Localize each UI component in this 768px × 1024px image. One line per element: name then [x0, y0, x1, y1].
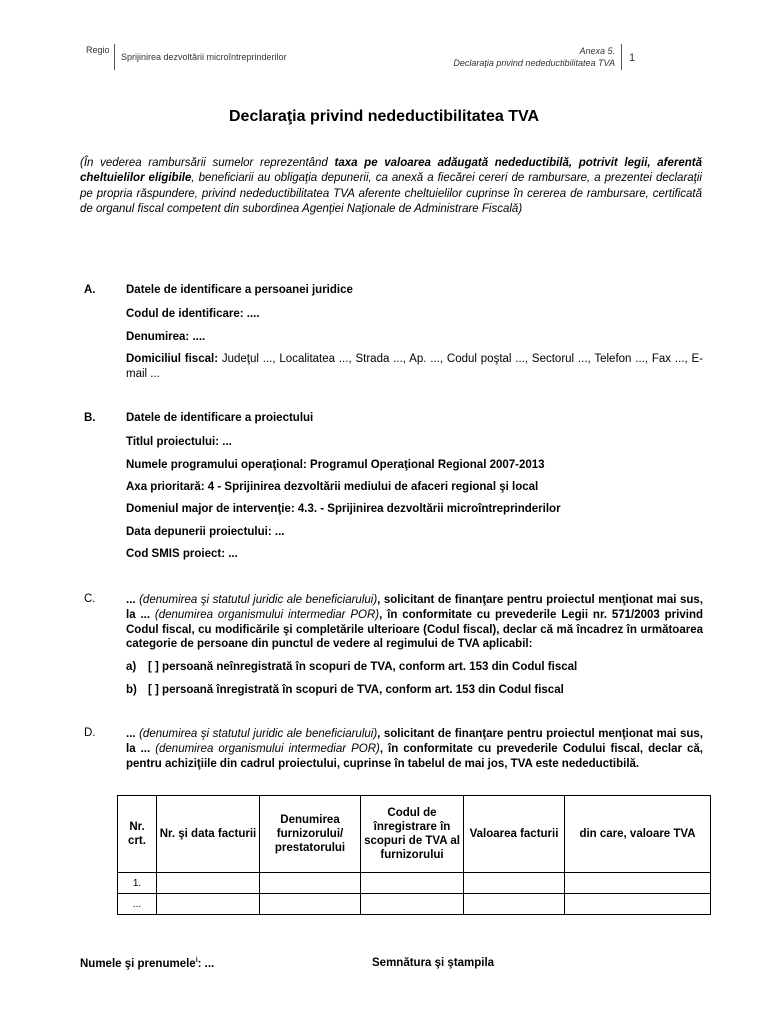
- table-header-row: [118, 796, 711, 873]
- table-cell: [361, 894, 464, 915]
- page-title: Declaraţia privind nedeductibilitatea TVA: [229, 108, 539, 125]
- regio-logo: Regio: [86, 45, 110, 55]
- header-annex: [453, 45, 615, 69]
- table-cell: [565, 894, 711, 915]
- annex-title: Declaraţia privind nedeductibilitatea TVA: [453, 58, 615, 68]
- table-cell: [260, 894, 361, 915]
- name-field: Numele şi prenumele$^i$: ...: [80, 957, 215, 970]
- intro-paragraph: (În vederea rambursării sumelor reprezentând taxa pe valoarea adăugată nedeductibilă, potrivit legii, aferentă cheltuielilor eligibile, beneficiarii au obligaţia depunerii, ca anexă a fiecărei cereri de rambursare, a prezentei declaraţii pe propria răspundere, privind nedeductibilitatea TVA aferente cheltuielilor cuprinse în cererea de rambursare, certificată de organul fiscal competent din subordinea Agenţiei Naţionale de Administrare Fiscală): [80, 157, 702, 215]
- field-axa: Axa prioritară: 4 - Sprijinirea dezvoltării mediului de afaceri regional şi local: [126, 481, 539, 493]
- table-cell: [464, 873, 565, 894]
- col-nr-data-factura: Nr. şi data facturii: [157, 796, 260, 873]
- section-a-heading: A. Datele de identificare a persoanei juridice: [84, 284, 353, 296]
- col-nr-crt: Nr. crt.: [118, 796, 157, 873]
- signature-field: Semnătura şi ştampila: [372, 957, 495, 969]
- header-program: Sprijinirea dezvoltării microîntreprinderilor: [121, 52, 287, 62]
- table-cell: [464, 894, 565, 915]
- field-data-depunere: Data depunerii proiectului: ...: [126, 526, 285, 538]
- field-denumire: Denumirea: ....: [126, 331, 206, 343]
- col-cod-tva: Codul de înregistrare în scopuri de TVA al furnizorului: [361, 796, 464, 873]
- section-c-paragraph: ... (denumirea şi statutul juridic ale beneficiarului), solicitant de finanţare pentru proiectul menţionat mai sus, la ... (denumirea organismului intermediar POR), în conformitate cu prevederile Legii nr. 571/2003 privind Codul fiscal, cu modificările şi completările ulterioare (Codul fiscal), declar că mă încadrez în următoarea categorie de persoane din punctul de vedere al regimului de TVA aplicabil:: [126, 594, 703, 651]
- page-number: 1: [629, 52, 636, 64]
- table-cell: [260, 873, 361, 894]
- col-valoare-tva: din care, valoare TVA: [565, 796, 711, 873]
- col-furnizor: Denumirea furnizorului/ prestatorului: [260, 796, 361, 873]
- table-row: [118, 894, 711, 915]
- field-cod-identificare: Codul de identificare: ....: [126, 308, 260, 320]
- header-divider-left: [114, 44, 115, 70]
- option-a: a) [ ] persoană neînregistrată în scopuri de TVA, conform art. 153 din Codul fiscal: [126, 661, 578, 673]
- col-valoare-factura: Valoarea facturii: [464, 796, 565, 873]
- header-divider-right: [621, 44, 622, 70]
- field-domiciliu: Domiciliul fiscal: Judeţul ..., Localitatea ..., Strada ..., Ap. ..., Codul poştal ..., Sectorul ..., Telefon ..., Fax ..., E-mail ...: [126, 353, 703, 380]
- field-titlu-proiect: Titlul proiectului: ...: [126, 436, 232, 448]
- table-row: [118, 873, 711, 894]
- table-cell: ...: [118, 894, 157, 915]
- invoice-table: [117, 795, 711, 915]
- field-cod-smis: Cod SMIS proiect: ...: [126, 548, 238, 560]
- table-cell: [565, 873, 711, 894]
- section-d-label: D.: [84, 727, 96, 739]
- annex-number: Anexa 5.: [579, 46, 615, 56]
- field-domeniu: Domeniul major de intervenţie: 4.3. - Sprijinirea dezvoltării microîntreprinderilor: [126, 503, 561, 515]
- table-cell: [157, 873, 260, 894]
- field-program: Numele programului operaţional: Programul Operaţional Regional 2007-2013: [126, 459, 545, 471]
- table-cell: 1.: [118, 873, 157, 894]
- table-cell: [361, 873, 464, 894]
- footnote-mark: i: [195, 957, 198, 964]
- section-c-label: C.: [84, 593, 96, 605]
- option-b: b) [ ] persoană înregistrată în scopuri de TVA, conform art. 153 din Codul fiscal: [126, 684, 564, 696]
- section-b-heading: B. Datele de identificare a proiectului: [84, 412, 314, 424]
- table-cell: [157, 894, 260, 915]
- section-d-paragraph: ... (denumirea şi statutul juridic ale beneficiarului), solicitant de finanţare pentru proiectul menţionat mai sus, la ... (denumirea organismului intermediar POR), în conformitate cu prevederile Codului fiscal, declar că, pentru achiziţiile din cadrul proiectului, cuprinse în tabelul de mai jos, TVA este nedeductibilă.: [126, 728, 703, 770]
